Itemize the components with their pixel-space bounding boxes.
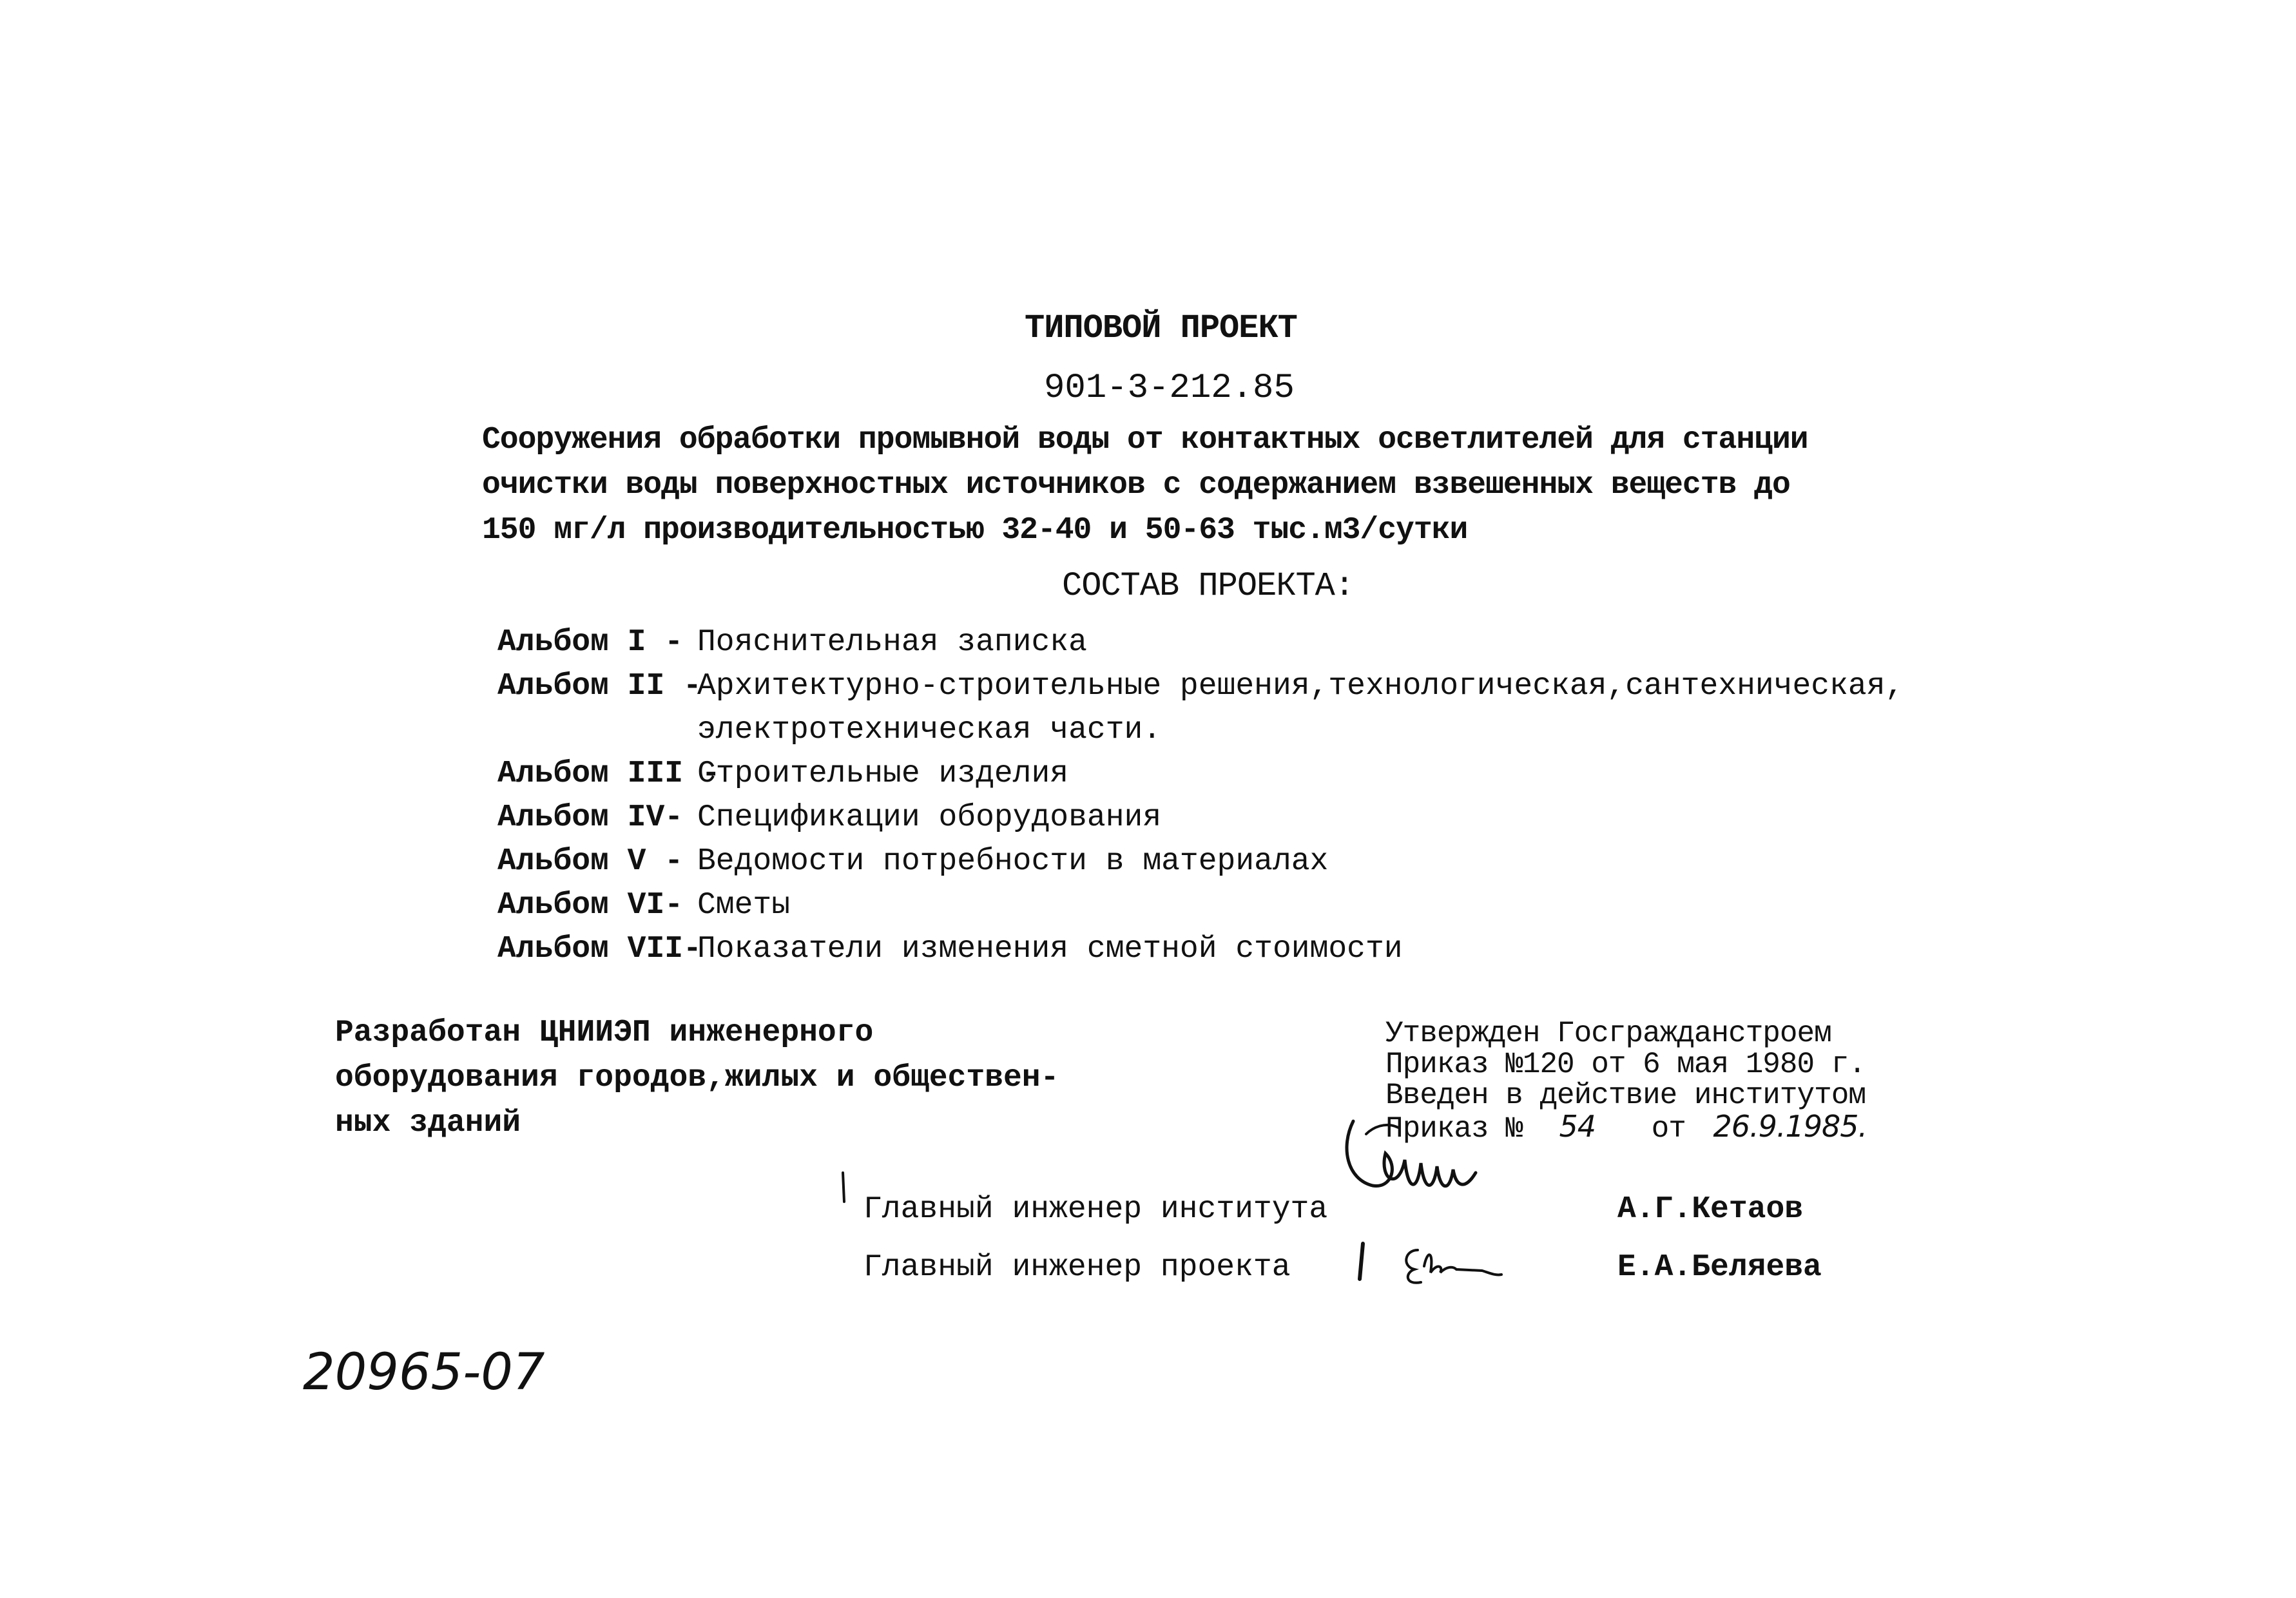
order-number: 54 xyxy=(1559,1109,1596,1144)
signature-role: Главный инженер института xyxy=(863,1192,1328,1227)
signature-role: Главный инженер проекта xyxy=(863,1250,1291,1285)
developer-line: оборудования городов,жилых и обществен- xyxy=(335,1061,1059,1095)
description-line: Сооружения обработки промывной воды от контактных осветлителей для станции xyxy=(482,423,1808,457)
developer-line: Разработан ЦНИИЭП инженерного xyxy=(335,1016,874,1050)
approval-line: Приказ №120 от 6 мая 1980 г. xyxy=(1385,1048,1866,1081)
document-title: ТИПОВОЙ ПРОЕКТ xyxy=(1025,309,1297,347)
project-code: 901-3-212.85 xyxy=(1044,369,1295,408)
description-line: очистки воды поверхностных источников с содержанием взвешенных веществ до xyxy=(482,468,1790,503)
album-label: Альбом I - xyxy=(497,625,684,660)
album-title: Строительные изделия xyxy=(697,756,1069,791)
description-line: 150 мг/л производительностью 32-40 и 50-63 тыс.м3/сутки xyxy=(482,513,1468,548)
album-label: Альбом IV- xyxy=(497,800,684,835)
approval-line: Введен в действие институтом xyxy=(1385,1079,1866,1112)
album-label: Альбом III - xyxy=(497,756,720,791)
order-date-prefix: от xyxy=(1651,1112,1686,1146)
archive-number: 20965-07 xyxy=(303,1343,545,1401)
signature-scribble-2 xyxy=(1398,1237,1514,1289)
album-title: электротехническая части. xyxy=(697,713,1162,747)
project-description xyxy=(482,418,1808,553)
album-title: Архитектурно-строительные решения,технологическая,сантехническая, xyxy=(697,669,1904,704)
composition-heading: СОСТАВ ПРОЕКТА: xyxy=(1062,567,1355,605)
album-label: Альбом VI- xyxy=(497,888,684,923)
order-prefix: Приказ № xyxy=(1385,1112,1523,1146)
signature-name: Е.А.Беляева xyxy=(1617,1250,1822,1285)
album-label: Альбом VII- xyxy=(497,932,702,967)
album-list xyxy=(497,625,1915,986)
signature-name: А.Г.Кетаов xyxy=(1617,1192,1804,1227)
album-title: Сметы xyxy=(697,888,791,923)
order-date: 26.9.1985. xyxy=(1713,1109,1867,1144)
pen-mark xyxy=(838,1170,851,1208)
album-label: Альбом II - xyxy=(497,669,702,704)
developer-line: ных зданий xyxy=(335,1106,521,1141)
album-title: Ведомости потребности в материалах xyxy=(697,844,1329,879)
album-title: Спецификации оборудования xyxy=(697,800,1162,835)
developer-block xyxy=(335,1010,1059,1146)
album-label: Альбом V - xyxy=(497,844,684,879)
approval-line: Утвержден Госгражданстроем xyxy=(1385,1017,1831,1050)
album-title: Показатели изменения сметной стоимости xyxy=(697,932,1403,967)
album-title: Пояснительная записка xyxy=(697,625,1087,660)
